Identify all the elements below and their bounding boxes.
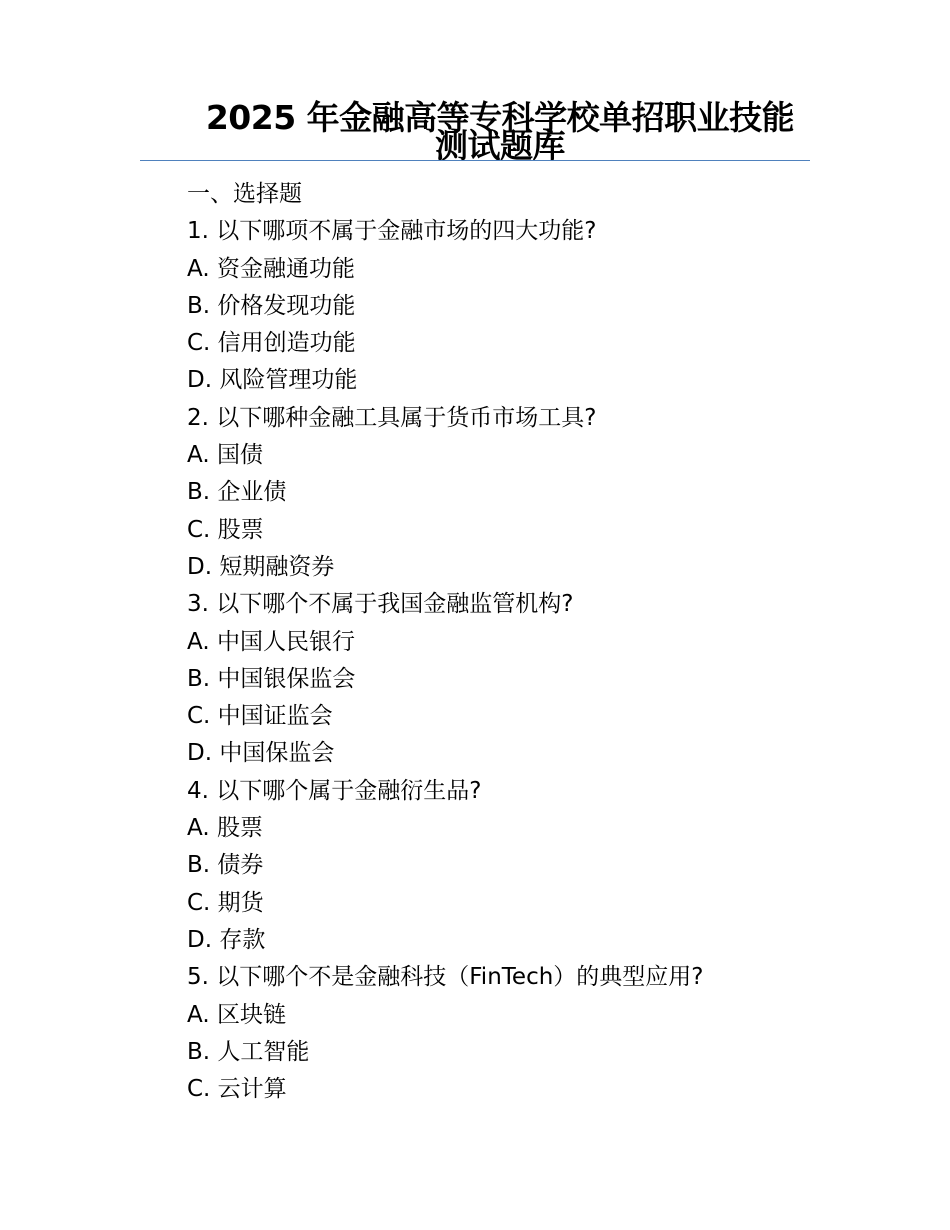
question-1-option-a: A. 资金融通功能	[187, 255, 355, 282]
question-4-option-d: D. 存款	[187, 926, 266, 953]
question-2-option-c: C. 股票	[187, 516, 264, 543]
section-heading: 一、选择题	[187, 181, 302, 207]
question-2: 2. 以下哪种金融工具属于货币市场工具?	[187, 404, 597, 431]
question-5-option-b: B. 人工智能	[187, 1038, 310, 1065]
question-3-option-c: C. 中国证监会	[187, 703, 333, 730]
question-1-option-b: B. 价格发现功能	[187, 292, 356, 319]
question-3: 3. 以下哪个不属于我国金融监管机构?	[187, 591, 574, 618]
document-body	[187, 176, 827, 1108]
question-2-option-a: A. 国债	[187, 442, 263, 469]
title-underline	[140, 160, 810, 161]
question-4-option-c: C. 期货	[187, 889, 264, 916]
question-3-option-d: D. 中国保监会	[187, 740, 335, 767]
question-1: 1. 以下哪项不属于金融市场的四大功能?	[187, 218, 597, 245]
question-5-option-a: A. 区块链	[187, 1001, 286, 1028]
question-5: 5. 以下哪个不是金融科技（FinTech）的典型应用?	[187, 964, 704, 991]
question-2-option-d: D. 短期融资券	[187, 553, 335, 580]
document-title: 2025 年金融高等专科学校单招职业技能测试题库	[205, 98, 795, 165]
question-4: 4. 以下哪个属于金融衍生品?	[187, 777, 482, 804]
question-4-option-a: A. 股票	[187, 815, 263, 842]
question-3-option-a: A. 中国人民银行	[187, 628, 355, 655]
question-4-option-b: B. 债券	[187, 852, 264, 879]
question-5-option-c: C. 云计算	[187, 1076, 287, 1103]
question-1-option-d: D. 风险管理功能	[187, 367, 358, 394]
question-3-option-b: B. 中国银保监会	[187, 665, 356, 692]
question-1-option-c: C. 信用创造功能	[187, 330, 356, 357]
question-2-option-b: B. 企业债	[187, 479, 287, 506]
